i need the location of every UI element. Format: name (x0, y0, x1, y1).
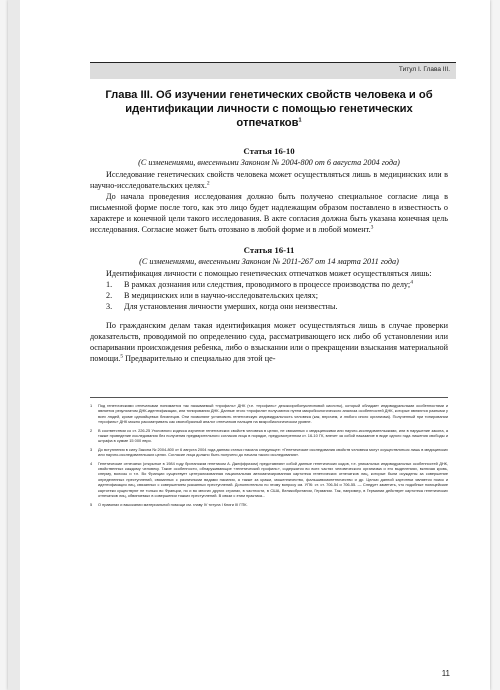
paragraph-continuation: Предварительно и специально для этой це- (123, 354, 276, 363)
list-item-number: 2. (106, 291, 113, 300)
footnote-text: Генетические отпечатки (открытые в 1984 году британским генетиком А. Джеффризом) представляют собой данные генетических кодов, т.е. уникальных индивидуальных особенностей ДНК, свойственных каждому человеку. Такие особенности, обнаруживающие «генетический профиль», содержатся во всех частях человеческого организма и его выделениях, включая кровь, сперму, волосы и т.п. Во Франции существует централизованная национальная автоматизированная картотека генетических отпечатков лиц, которые были осуждены за совершение определенных преступлений, связанных с различными видами насилия, а также за кражи, мошенничество, фальшивомонетничество и др. Целью данной картотеки является поиск и идентификация лиц, связанных с совершением указанных преступлений. Дополнительно по этому вопросу см. УПК: ст. ст. 706-54 и 706-55. — Следует заметить, что подобные полицейские картотеки существуют не только во Франции, но и во многих других странах, в частности, в США, Великобритании, Германии. Так, например, в Германии действует картотека генетических отпечатков лиц, обвиняемых в совершении тяжких преступлений. В связи с этим практика... (98, 460, 448, 499)
list-item-number: 1. (106, 280, 113, 289)
main-text (90, 88, 448, 364)
enumerated-list (90, 279, 448, 312)
footnotes (90, 403, 448, 510)
article-16-11 (90, 245, 448, 364)
paragraph-text: До начала проведения исследования должно быть получено специальное согласие лица в письменной форме после того, как это лицо будет надлежащим образом поставлено в известность о характере и конечной цели такого исследования. В акте согласия должна быть указана конечная цель исследования. Согласие может быть отозвано в любой форме и в любой момент. (90, 192, 448, 234)
list-item (90, 290, 448, 301)
footnote-text: До вступления в силу Закона № 2004-800 от 6 августа 2004 года данная статья гласила следующее: «Генетические исследования свойств человека могут осуществляться лишь в медицинских или научно-исследовательских целях. Согласие лица должно быть получено до начала такого исследования». (98, 446, 448, 458)
footnote-ref[interactable]: 5 (120, 353, 124, 360)
list-item (90, 301, 448, 312)
paragraph-text: По гражданским делам такая идентификация может осуществляться лишь в случае проверки доказательств, проводимой по определению суда, рассматривающего иск либо об установлении или оспаривании происхождения ребенка, либо о взыскании или о прекращении взыскания материальной помощи. (90, 321, 448, 363)
footnote (90, 428, 448, 444)
article-paragraph (90, 169, 448, 191)
chapter-title-text: Глава III. Об изучении генетических свойств человека и об идентификации личности с помощью генетических отпечатков (105, 89, 433, 129)
list-item-number: 3. (106, 302, 113, 311)
chapter-title (96, 88, 442, 130)
list-item-content: Для установления личности умерших, когда они неизвестны. (124, 302, 338, 311)
list-item (90, 279, 448, 290)
article-amendment-note: (С изменениями, внесенными Законом № 2004-800 от 6 августа 2004 года) (138, 158, 400, 167)
article-16-10 (90, 146, 448, 235)
footnote (90, 403, 448, 425)
footnote-number: 1 (90, 403, 93, 408)
article-paragraph (90, 320, 448, 364)
article-amendment-note: (С изменениями, внесенными Законом № 2011-267 от 14 марта 2011 года) (139, 257, 399, 266)
article-paragraph: Идентификация личности с помощью генетических отпечатков может осуществляться лишь: (106, 269, 432, 278)
page-edge-strip (8, 0, 20, 690)
footnote-divider (90, 397, 448, 398)
article-paragraph (90, 191, 448, 235)
footnote-number: 5 (90, 501, 93, 507)
footnote (90, 502, 448, 507)
footnote-text: В соответствии со ст. 226-25 Уголовного кодекса изучение генетических свойств человека в целях, не связанных с медицинскими или научно-исследовательскими, или в нарушение закона, а также проведение исследования без получения предварительного согласия лица в порядке, предусмотренном ст. 16-10 ГК, влечет за собой наказание в виде одного года лишения свободы и штрафа в сумме 15 000 евро. (98, 427, 448, 444)
list-item-content: В рамках дознания или следствия, проводимого в процессе производства по делу; (124, 280, 411, 289)
running-head: Титул I. Глава III. (398, 66, 450, 73)
footnote (90, 447, 448, 458)
footnote (90, 461, 448, 499)
paragraph-spacer (90, 312, 448, 320)
footnote-ref[interactable]: 2 (206, 180, 210, 187)
document-page (8, 0, 490, 690)
footnote-ref[interactable]: 4 (410, 279, 413, 286)
chapter-footnote-ref[interactable]: 1 (298, 117, 302, 124)
list-item-text (124, 279, 448, 290)
footnote-number: 3 (90, 446, 93, 452)
list-item-content: В медицинских или в научно-исследовательских целях; (124, 291, 318, 300)
article-title: Статья 16-10 (243, 146, 295, 156)
article-title: Статья 16-11 (243, 245, 295, 255)
footnote-number: 2 (90, 427, 93, 433)
page-number: 11 (441, 669, 450, 678)
footnote-text: Под генетическими отпечатками понимается так называемый «профиль» ДНК (т.е. «профиль» дезоксирибонуклеиновой кислоты), который обладает индивидуальными особенностями и является результатом ДНК-идентификации, или типирования ДНК. Данные этого «профиля» получаются путем микробиологического анализа особенностей ДНК, которые являются разными у всех людей, кроме однояйцевых близнецов. Они позволяют установить генетическую индивидуальность человека (как, впрочем, и любого иного организма). Полученный при типировании «профиль» ДНК можно рассматривать как своеобразный аналог отпечатков пальцев на микробиологическом уровне. (98, 403, 448, 425)
paragraph-text: Исследование генетических свойств человека может осуществляться лишь в медицинских или в научно-исследовательских целях. (90, 170, 448, 190)
footnote-ref[interactable]: 3 (370, 224, 374, 231)
footnote-text: О правилах и взыскании материальной помощи см. главу IV титула I Книги III ГПК. (98, 501, 248, 507)
footnote-number: 4 (90, 460, 93, 466)
